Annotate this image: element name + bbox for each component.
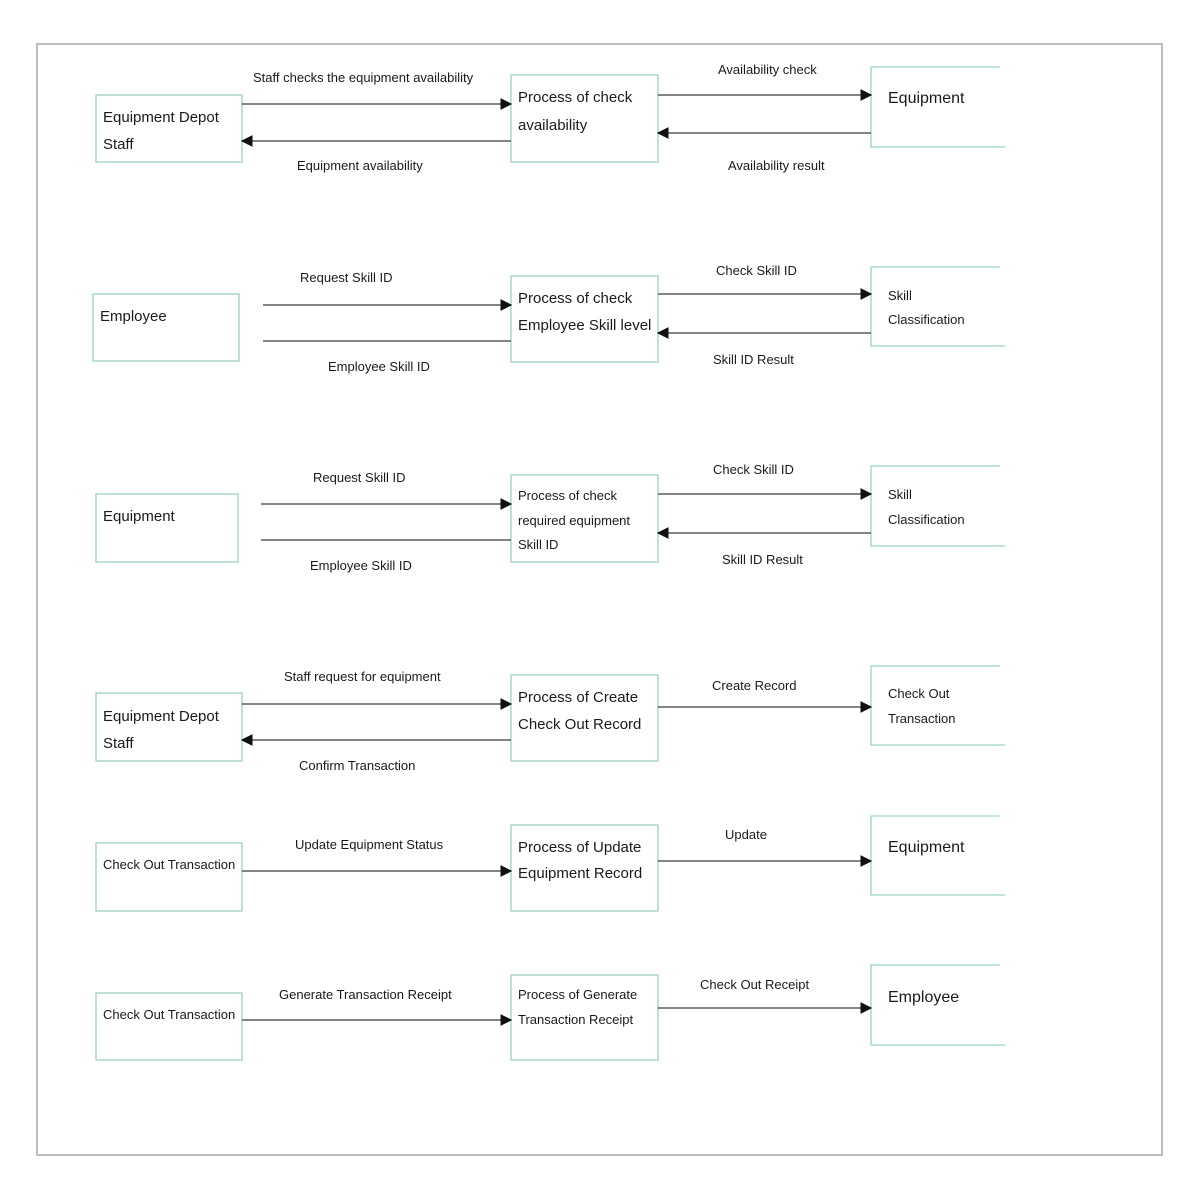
entity-box bbox=[96, 843, 242, 911]
data-store-shape bbox=[871, 466, 1005, 546]
data-store-label: Equipment bbox=[888, 90, 965, 107]
flow-out-label: Check Skill ID bbox=[713, 462, 794, 477]
row-0 bbox=[96, 62, 1005, 173]
row-4 bbox=[96, 816, 1005, 911]
entity-label: Check Out Transaction bbox=[103, 1007, 236, 1022]
process-label: Process of check required equipment Skill ID bbox=[518, 488, 631, 552]
data-store-shape bbox=[871, 267, 1005, 346]
entity-label: Check Out Transaction bbox=[103, 857, 236, 872]
process-label: Process of Create Check Out Record bbox=[518, 689, 642, 733]
flow-out-label: Check Skill ID bbox=[716, 263, 797, 278]
flow-result-label: Availability result bbox=[728, 158, 825, 173]
process-label: Process of check Employee Skill level bbox=[518, 290, 652, 334]
flow-result-label: Skill ID Result bbox=[713, 352, 794, 367]
entity-label: Equipment bbox=[103, 508, 175, 525]
flow-in-label: Update Equipment Status bbox=[295, 837, 444, 852]
data-store-shape bbox=[871, 67, 1005, 147]
data-store-label: Equipment bbox=[888, 839, 965, 856]
entity-label: Employee bbox=[100, 308, 167, 325]
entity-label: Equipment Depot Staff bbox=[103, 708, 219, 752]
data-store-label: Skill Classification bbox=[888, 487, 965, 527]
flow-out-label: Update bbox=[725, 827, 767, 842]
flow-back-label: Equipment availability bbox=[297, 158, 423, 173]
process-label: Process of Update Equipment Record bbox=[518, 839, 643, 882]
entity-box bbox=[93, 294, 239, 361]
flow-back-label: Employee Skill ID bbox=[310, 558, 412, 573]
row-5 bbox=[96, 965, 1005, 1060]
flow-out-label: Availability check bbox=[718, 62, 817, 77]
flow-result-label: Skill ID Result bbox=[722, 552, 803, 567]
data-store-label: Skill Classification bbox=[888, 288, 965, 327]
row-2 bbox=[96, 462, 1005, 573]
row-3 bbox=[96, 666, 1005, 773]
flow-in-label: Staff checks the equipment availability bbox=[253, 70, 474, 85]
flow-out-label: Check Out Receipt bbox=[700, 977, 810, 992]
flow-in-label: Staff request for equipment bbox=[284, 669, 441, 684]
row-1 bbox=[93, 263, 1005, 374]
flow-in-label: Request Skill ID bbox=[313, 470, 406, 485]
entity-label: Equipment Depot Staff bbox=[103, 109, 219, 153]
flow-back-label: Employee Skill ID bbox=[328, 359, 430, 374]
flow-out-label: Create Record bbox=[712, 678, 797, 693]
data-store-label: Employee bbox=[888, 989, 960, 1006]
entity-box bbox=[96, 993, 242, 1060]
process-label: Process of Generate Transaction Receipt bbox=[518, 987, 638, 1027]
process-label: Process of check availability bbox=[518, 89, 633, 134]
flow-back-label: Confirm Transaction bbox=[299, 758, 416, 773]
data-store-label: Check Out Transaction bbox=[888, 686, 956, 726]
data-store-shape bbox=[871, 666, 1005, 745]
flow-in-label: Request Skill ID bbox=[300, 270, 393, 285]
entity-box bbox=[96, 494, 238, 562]
flow-in-label: Generate Transaction Receipt bbox=[279, 987, 452, 1002]
